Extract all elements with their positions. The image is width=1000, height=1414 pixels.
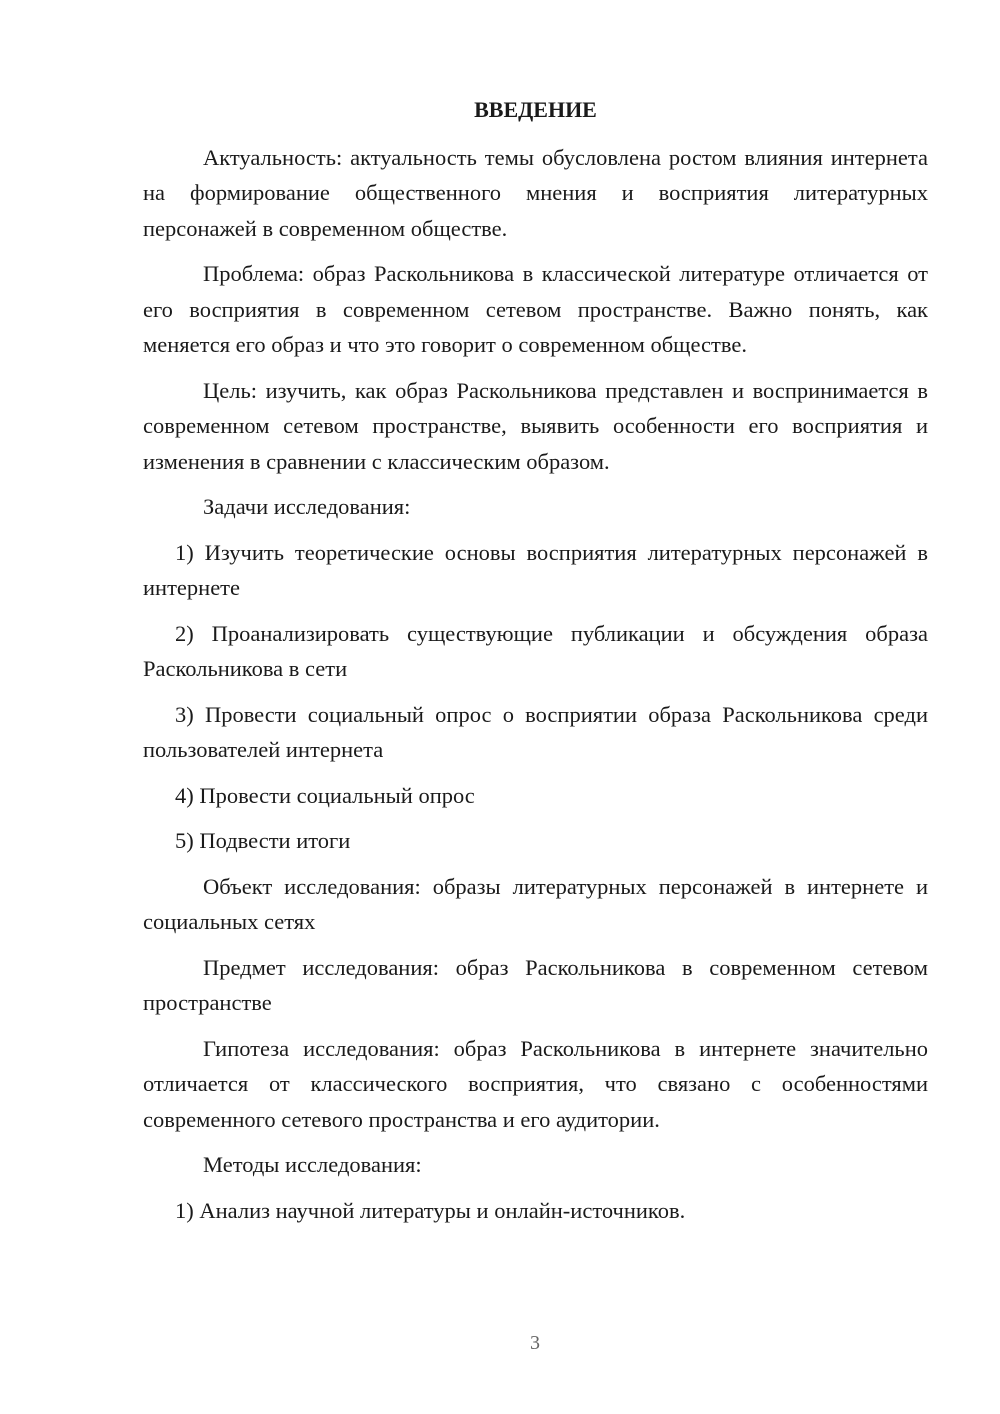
problem-paragraph: Проблема: образ Раскольникова в классической литературе отличается от его восприятия в современном сетевом пространстве. Важно понять, как меняется его образ и что это говорит о современном обществе. — [143, 261, 928, 357]
page-number: 3 — [530, 1332, 540, 1354]
page-body — [143, 92, 928, 1238]
task-item: 5) Подвести итоги — [175, 828, 351, 853]
hypothesis-paragraph: Гипотеза исследования: образ Раскольникова в интернете значительно отличается от классического восприятия, что связано с особенностями современного сетевого пространства и его аудитории. — [143, 1035, 928, 1132]
goal-paragraph: Цель: изучить, как образ Раскольникова представлен и воспринимается в современном сетевом пространстве, выявить особенности его восприятия и изменения в сравнении с классическим образом. — [143, 377, 928, 474]
task-item: 2) Проанализировать существующие публикации и обсуждения образа Раскольникова в сети — [143, 620, 928, 681]
task-item: 3) Провести социальный опрос о восприятии образа Раскольникова среди пользователей интернета — [143, 701, 928, 762]
object-paragraph: Объект исследования: образы литературных персонажей в интернете и социальных сетях — [143, 873, 928, 934]
task-item: 4) Провести социальный опрос — [175, 782, 475, 808]
tasks-heading: Задачи исследования: — [203, 494, 411, 519]
subject-paragraph: Предмет исследования: образ Раскольникова в современном сетевом пространстве — [143, 954, 928, 1015]
relevance-paragraph: Актуальность: актуальность темы обусловлена ростом влияния интернета на формирование общественного мнения и восприятия литературных персонажей в современном обществе. — [143, 144, 928, 241]
page-title: ВВЕДЕНИЕ — [474, 97, 597, 122]
task-item: 1) Изучить теоретические основы восприятия литературных персонажей в интернете — [143, 539, 928, 600]
method-item: 1) Анализ научной литературы и онлайн-источников. — [175, 1197, 686, 1223]
methods-heading: Методы исследования: — [203, 1152, 422, 1177]
